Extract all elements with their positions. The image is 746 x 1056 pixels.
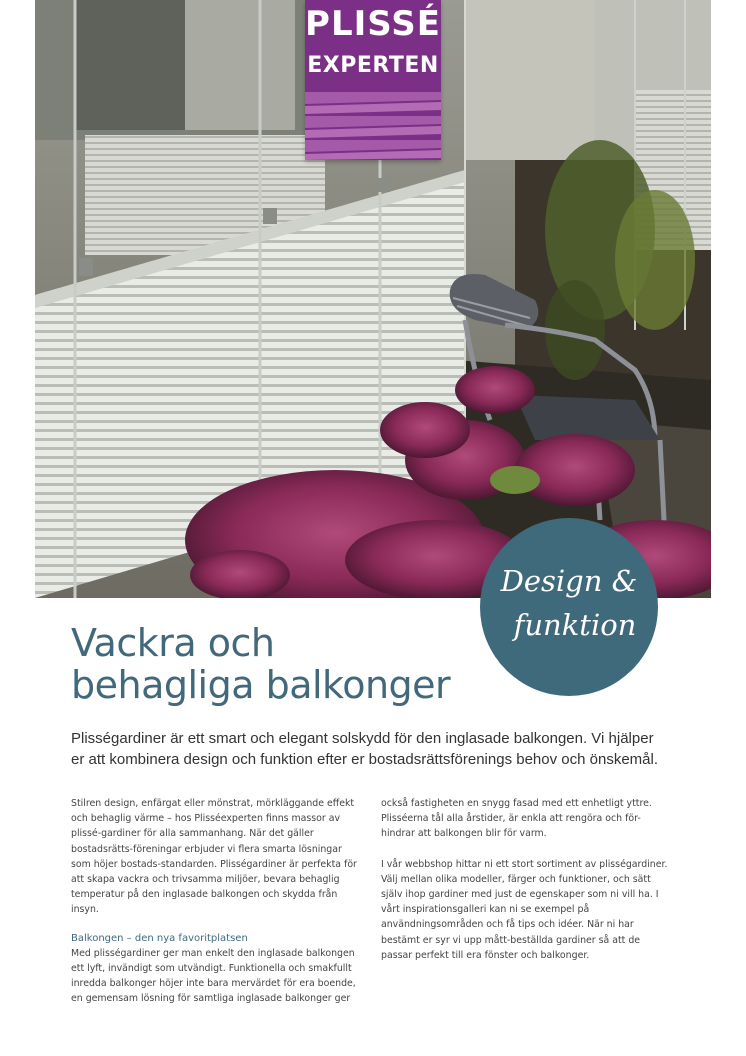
body-column-left bbox=[71, 796, 363, 1007]
page-title bbox=[71, 622, 491, 706]
body-paragraph: I vår webbshop hittar ni ett stort sortiment av plisségardiner. Välj mellan olika modeller, färger och funktioner, och sätt själv ihop gardiner med just de egenskaper som ni vill ha. I vårt inspirationsgalleri kan ni se exempel på användningsområden och få tips och idéer. När ni har bestämt er syr vi upp mått-beställda gardiner så att de passar perfekt till era fönster och balkonger. bbox=[381, 858, 668, 961]
badge-line-2: funktion bbox=[513, 608, 637, 642]
title-line-1: Vackra och bbox=[71, 621, 275, 665]
badge-line-1: Design & bbox=[500, 564, 638, 598]
title-line-2: behagliga balkonger bbox=[71, 663, 451, 707]
body-paragraph: Stilren design, enfärgat eller mönstrat, mörkläggande effekt och behaglig värme – hos Plisséexperten finns massor av plissé-gardiner för alla sammanhang. När det gäller bostadsrätts-föreningar erbjuder vi flera smarta lösningar som höjer bostads-standarden. Plisségardiner är perfekta för att skapa vackra och trivsamma miljöer, bevara behaglig temperatur på den inglasade balkongen och skydda från insyn. bbox=[71, 798, 357, 916]
body-column-right bbox=[381, 796, 673, 963]
section-subheading: Balkongen – den nya favoritplatsen bbox=[71, 932, 248, 944]
body-paragraph: Med plisségardiner ger man enkelt den inglasade balkongen ett lyft, invändigt som utvändigt. Funktionella och smakfullt inredda balkonger höjer inte bara mervärdet för era boende, en gemensam lösning för samtliga inglasade balkonger ger bbox=[71, 947, 356, 1005]
lead-paragraph: Plisségardiner är ett smart och elegant solskydd för den inglasade balkongen. Vi hjälper er att kombinera design och funktion efter er bostadsrättsförenings behov och önskemål. bbox=[71, 730, 658, 768]
plisse-experten-logo bbox=[305, 0, 441, 160]
body-paragraph: också fastigheten en snygg fasad med ett enhetligt yttre. Plisséerna tål alla årstider, är enkla att rengöra och för-hindrar att balkongen blir för varm. bbox=[381, 798, 652, 840]
logo-pleat-graphic bbox=[305, 88, 441, 160]
design-funktion-badge bbox=[480, 518, 658, 696]
logo-line-1: PLISSÉ bbox=[305, 4, 441, 44]
logo-line-2: EXPERTEN bbox=[307, 53, 439, 78]
